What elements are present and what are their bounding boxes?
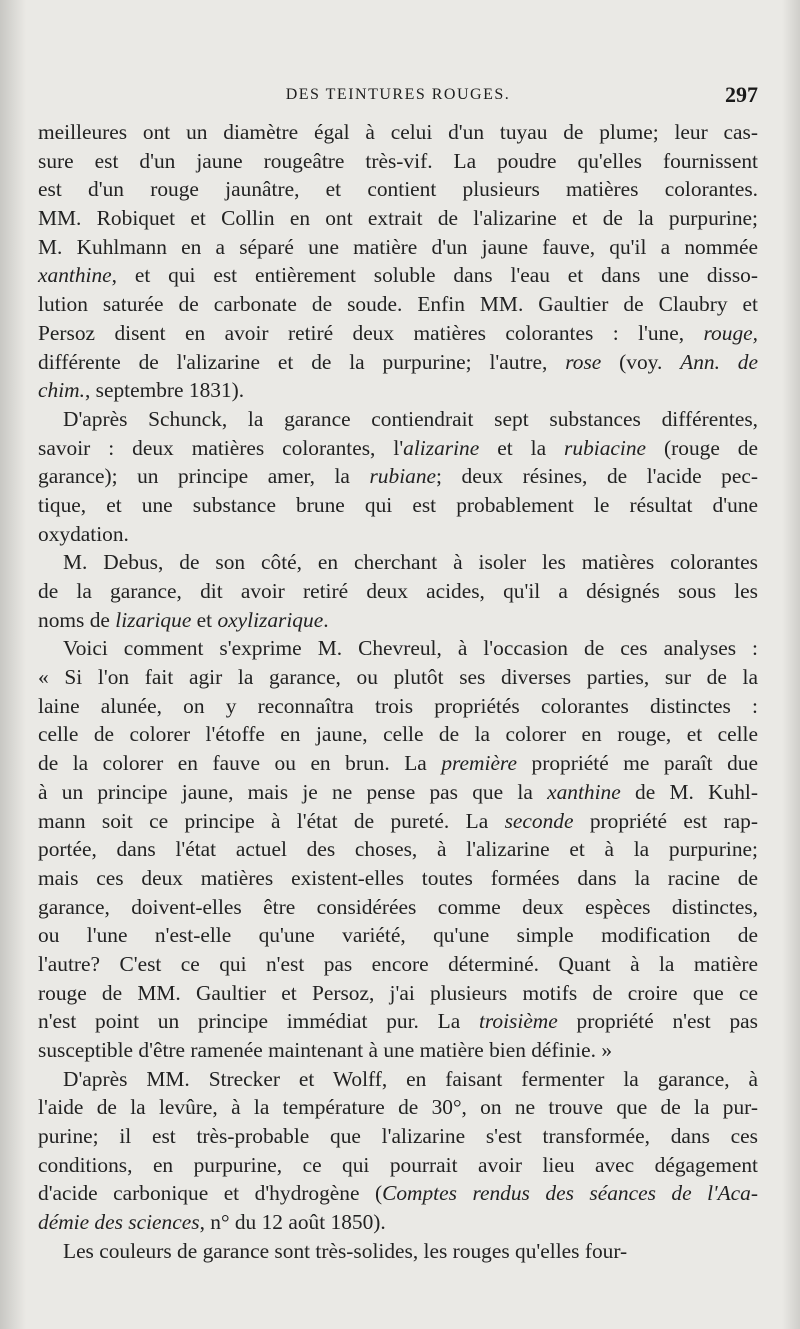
text-line: rouge de MM. Gaultier et Persoz, j'ai plusieurs motifs de croire que ce [38,980,758,1005]
text-run: et [191,607,218,632]
text-line: celle de colorer l'étoffe en jaune, celle de la colorer en rouge, et celle [38,722,758,747]
text-line: Voici comment s'exprime M. Chevreul, à l'occasion de ces analyses : [63,636,758,661]
paragraph [38,405,758,548]
text-run: noms de [38,607,116,632]
text-run: ; deux résines, de l'acide pec- [436,464,758,489]
text-run: différente de l'alizarine et de la purpurine; l'autre, [38,349,566,374]
italic-text: chim. [38,378,85,403]
text-line [38,462,758,491]
text-line [38,319,758,348]
italic-text: seconde [504,808,574,833]
paragraph [38,1237,758,1266]
italic-text: démie des sciences [38,1210,200,1235]
text-run: de M. Kuhl- [620,779,758,804]
text-line: lution saturée de carbonate de soude. Enfin MM. Gaultier de Claubry et [38,292,758,317]
text-line: purine; il est très-probable que l'alizarine s'est transformée, dans ces [38,1124,758,1149]
text-line [38,434,758,463]
paragraph [38,118,758,405]
text-run: , septembre 1831). [84,378,245,403]
page-number: 297 [725,82,758,107]
text-line: MM. Robiquet et Collin en ont extrait de l'alizarine et de la purpurine; [38,206,758,231]
text-line: portée, dans l'état actuel des choses, à l'alizarine et à la purpurine; [38,837,758,862]
running-head: DES TEINTURES ROUGES. [285,86,511,103]
text-run: propriété est rap- [573,808,758,833]
text-run: mann soit ce principe à l'état de pureté. La [38,808,505,833]
body-text [38,118,758,1266]
text-run: (voy. [601,349,681,374]
text-line: oxydation. [38,521,129,546]
italic-text: lizarique [115,607,192,632]
text-run: propriété n'est pas [557,1009,758,1034]
text-run: et la [479,435,565,460]
text-line: Les couleurs de garance sont très-solides, les rouges qu'elles four- [63,1238,628,1263]
italic-text: oxylizarique [217,607,324,632]
text-line [38,807,758,836]
text-line [38,348,758,377]
text-line: D'après MM. Strecker et Wolff, en faisant fermenter la garance, à [63,1066,758,1091]
text-run: , et qui est entièrement soluble dans l'eau et dans une disso- [111,263,758,288]
page-gutter-shadow [0,0,26,1329]
text-run: (rouge de [646,435,758,460]
text-line: garance, doivent-elles être considérées comme deux espèces distinctes, [38,894,758,919]
italic-text: rubiacine [564,435,647,460]
text-line [38,1208,758,1237]
text-line: ou l'une n'est-elle qu'une variété, qu'une simple modification de [38,923,758,948]
page-header [38,82,758,114]
text-line: sure est d'un jaune rougeâtre très-vif. La poudre qu'elles fournissent [38,148,758,173]
text-run: de la colorer en fauve ou en brun. La [38,751,442,776]
text-line [38,1179,758,1208]
text-line [38,778,758,807]
italic-text: alizarine [403,435,480,460]
italic-text: rose [565,349,602,374]
text-run: propriété me paraît due [516,751,758,776]
text-run: savoir : deux matières colorantes, l' [38,435,404,460]
text-line [38,606,758,635]
text-run: à un principe jaune, mais je ne pense pas que la [38,779,548,804]
italic-text: rubiane [369,464,437,489]
text-line: est d'un rouge jaunâtre, et contient plusieurs matières colorantes. [38,177,758,202]
page-edge-shadow [782,0,800,1329]
italic-text: troisième [478,1009,558,1034]
italic-text: xanthine [38,263,112,288]
text-line: l'autre? C'est ce qui n'est pas encore déterminé. Quant à la matière [38,951,758,976]
text-line: « Si l'on fait agir la garance, ou plutôt ses diverses parties, sur de la [38,665,758,690]
text-line: l'aide de la levûre, à la température de 30°, on ne trouve que de la pur- [38,1095,758,1120]
text-line [38,376,758,405]
text-run: garance); un principe amer, la [38,464,370,489]
text-run: d'acide carbonique et d'hydrogène ( [38,1181,383,1206]
text-line: conditions, en purpurine, ce qui pourrait avoir lieu avec dégagement [38,1152,758,1177]
italic-text: première [441,751,517,776]
text-line: susceptible d'être ramenée maintenant à une matière bien définie. » [38,1038,613,1062]
paragraph [38,1065,758,1237]
text-line: M. Kuhlmann en a séparé une matière d'un jaune fauve, qu'il a nommée [38,234,758,259]
text-line [38,749,758,778]
text-line: mais ces deux matières existent-elles toutes formées dans la racine de [38,865,758,890]
italic-text: Comptes rendus des séances de l'Aca- [382,1181,758,1206]
italic-text: xanthine [547,779,621,804]
text-run: n'est point un principe immédiat pur. La [38,1009,479,1034]
text-line [38,1007,758,1036]
text-line: M. Debus, de son côté, en cherchant à isoler les matières colorantes [63,550,758,575]
text-run: . [323,607,329,632]
paragraph [38,634,758,1064]
italic-text: rouge, [703,320,758,345]
text-line [38,261,758,290]
text-line: laine alunée, on y reconnaîtra trois propriétés colorantes distinctes : [38,693,758,718]
text-line: tique, et une substance brune qui est probablement le résultat d'une [38,492,758,517]
text-run: Persoz disent en avoir retiré deux matières colorantes : l'une, [38,320,704,345]
italic-text: Ann. de [680,349,759,374]
text-line: meilleures ont un diamètre égal à celui d'un tuyau de plume; leur cas- [38,120,758,144]
text-line: de la garance, dit avoir retiré deux acides, qu'il a désignés sous les [38,579,758,603]
text-run: , n° du 12 août 1850). [199,1210,386,1235]
paragraph [38,548,758,634]
text-line: D'après Schunck, la garance contiendrait sept substances différentes, [63,406,758,431]
